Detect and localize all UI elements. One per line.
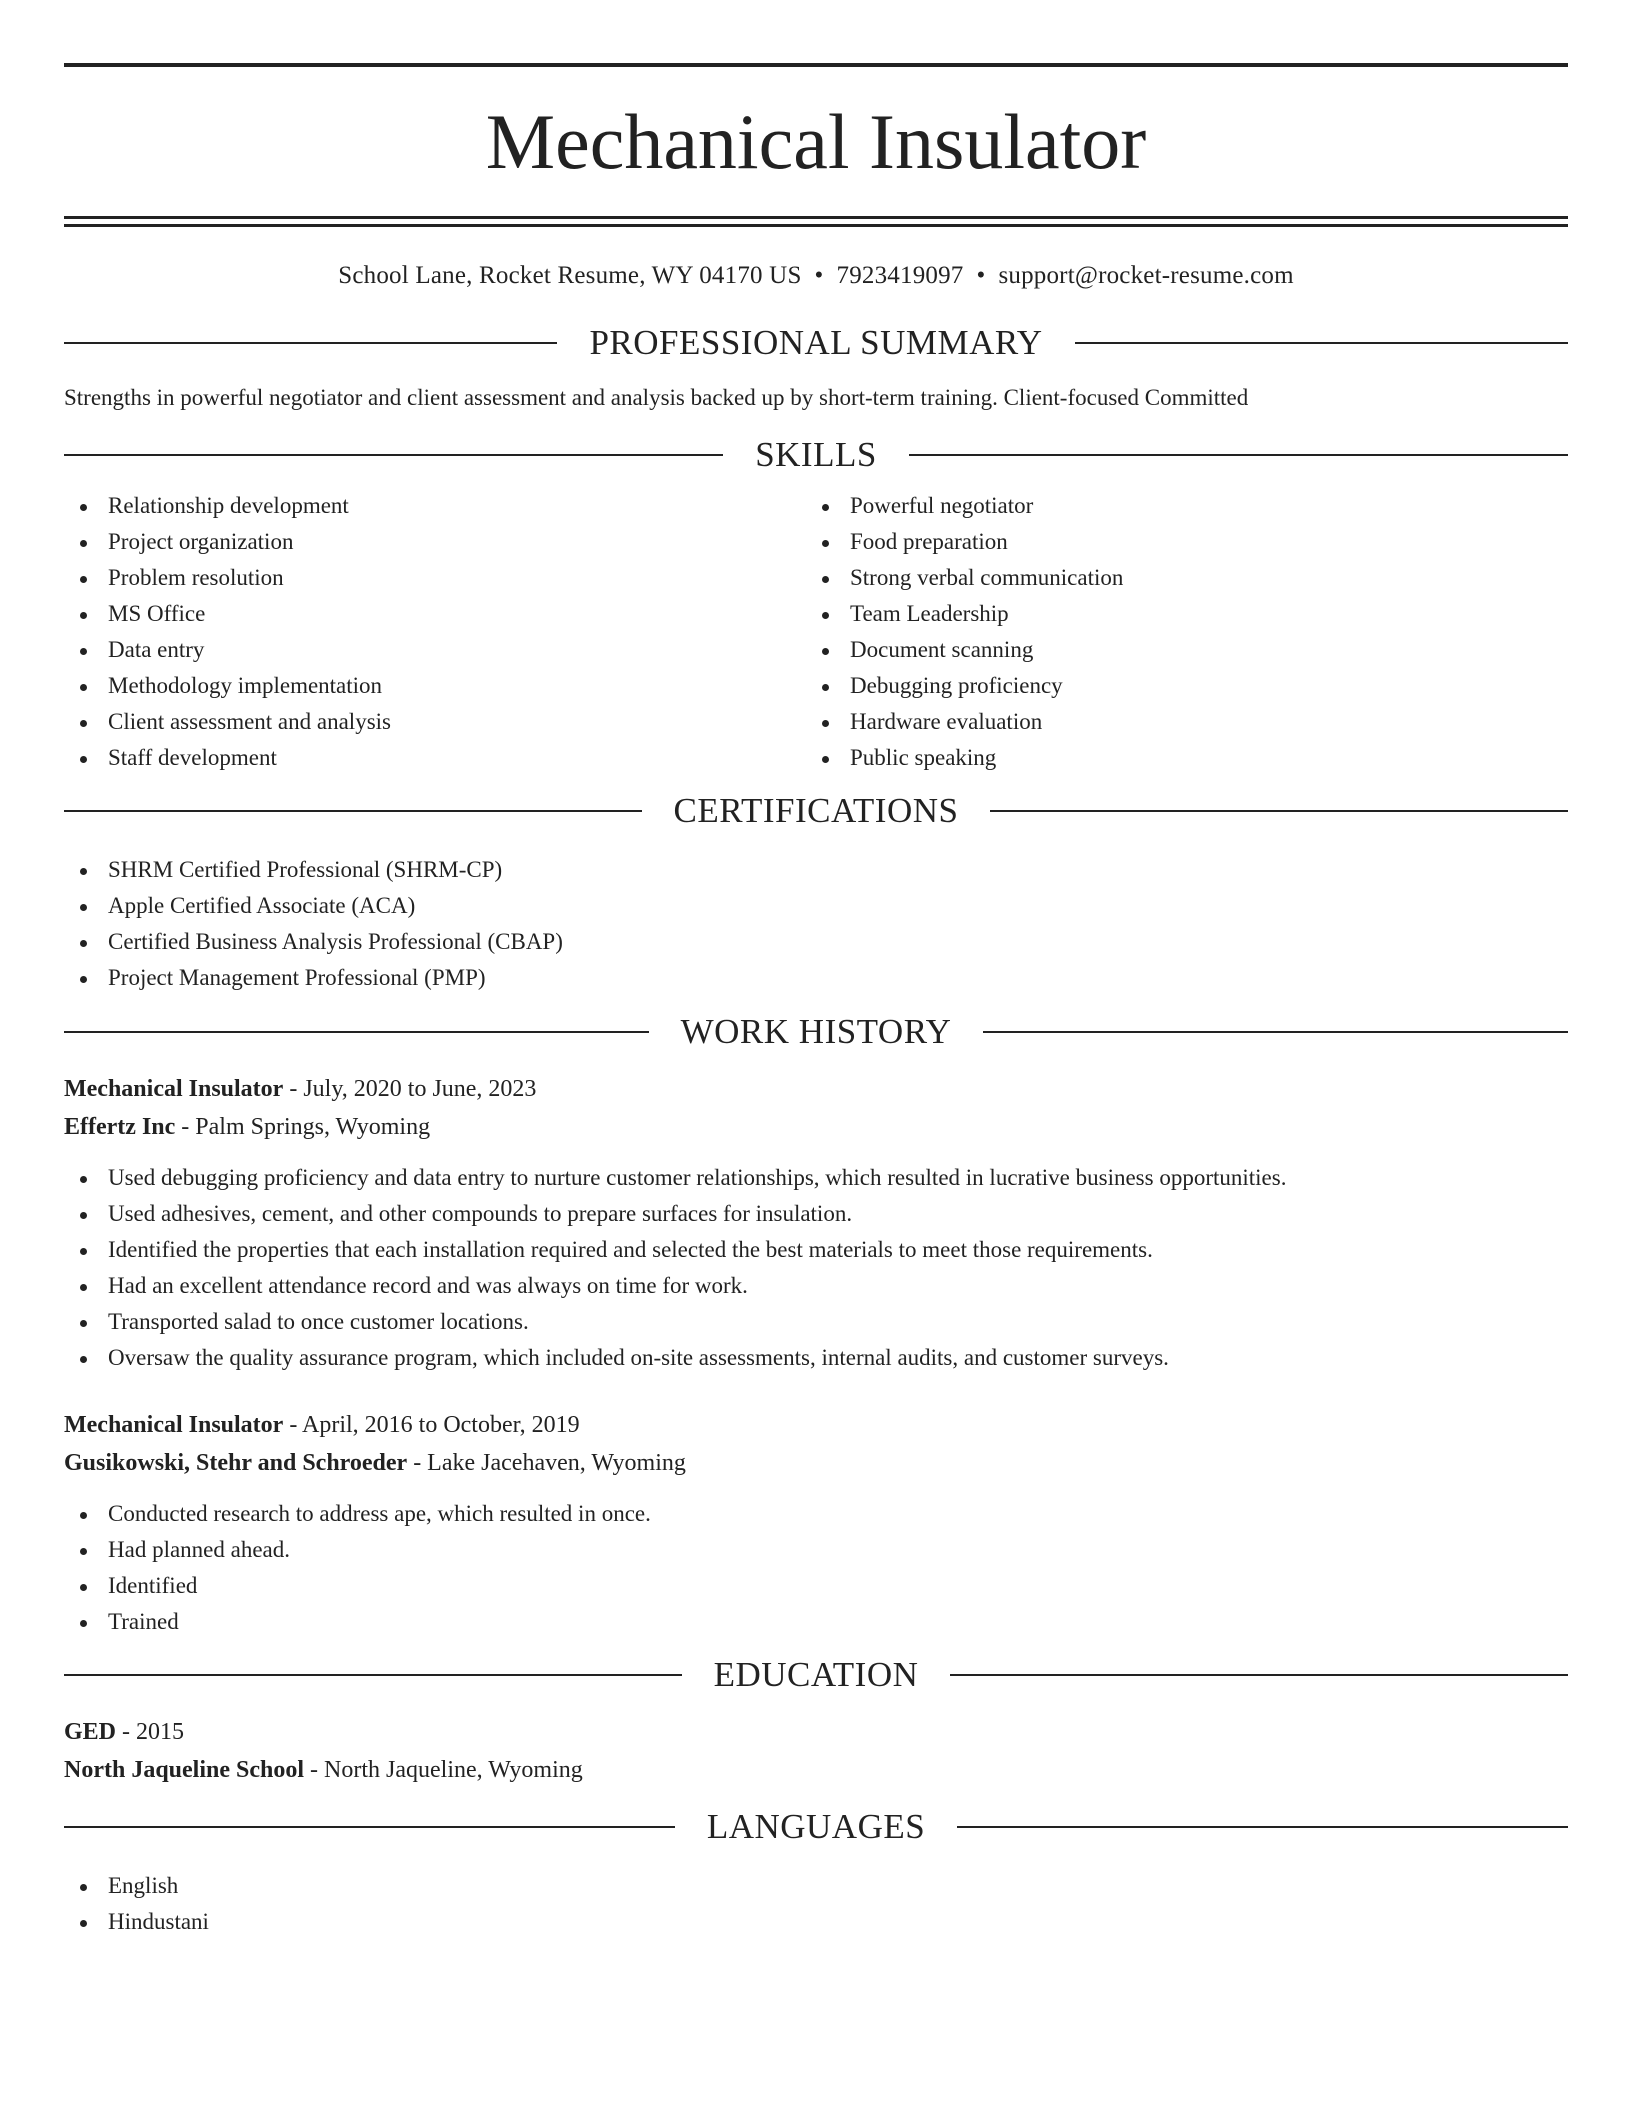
job-company-line	[64, 1444, 1568, 1482]
job-bullet: Had planned ahead.	[64, 1532, 1568, 1568]
section-header-summary	[64, 322, 1568, 364]
section-rule	[909, 454, 1568, 456]
education-school-line	[64, 1751, 1568, 1789]
section-rule	[64, 1674, 682, 1676]
contact-separator: •	[814, 262, 824, 289]
job-role-line	[64, 1070, 1568, 1108]
skill-item: Problem resolution	[64, 560, 806, 596]
education-location: - North Jaqueline, Wyoming	[304, 1757, 583, 1783]
section-title: EDUCATION	[713, 1655, 919, 1694]
section-title: CERTIFICATIONS	[673, 791, 959, 830]
job-entry	[64, 1070, 1568, 1376]
section-title: PROFESSIONAL SUMMARY	[589, 323, 1043, 362]
section-header-work	[64, 1011, 1568, 1053]
section-header-skills	[64, 434, 1568, 476]
job-bullet: Used debugging proficiency and data entry to nurture customer relationships, which resulted in lucrative business opportunities.	[64, 1160, 1568, 1196]
certification-item: SHRM Certified Professional (SHRM-CP)	[64, 852, 1568, 888]
skill-item: Public speaking	[806, 740, 1548, 776]
job-bullet: Used adhesives, cement, and other compounds to prepare surfaces for insulation.	[64, 1196, 1568, 1232]
job-bullet: Had an excellent attendance record and was always on time for work.	[64, 1268, 1568, 1304]
skill-item: Project organization	[64, 524, 806, 560]
skills-left-list	[64, 488, 806, 776]
job-bullet: Trained	[64, 1604, 1568, 1640]
certifications-list	[64, 852, 1568, 996]
section-rule	[64, 1826, 675, 1828]
education-school: North Jaqueline School	[64, 1757, 305, 1783]
job-bullet: Identified	[64, 1568, 1568, 1604]
section-rule	[990, 810, 1568, 812]
skill-item: Hardware evaluation	[806, 704, 1548, 740]
job-bullets	[64, 1496, 1568, 1640]
contact-line	[64, 261, 1568, 291]
skill-item: Staff development	[64, 740, 806, 776]
skill-item: Data entry	[64, 632, 806, 668]
job-role-line	[64, 1406, 1568, 1444]
job-dates: - July, 2020 to June, 2023	[283, 1076, 537, 1102]
job-bullet: Conducted research to address ape, which resulted in once.	[64, 1496, 1568, 1532]
skill-item: Powerful negotiator	[806, 488, 1548, 524]
contact-phone: 7923419097	[836, 262, 964, 289]
skills-grid	[64, 488, 1568, 776]
skill-item: Client assessment and analysis	[64, 704, 806, 740]
job-company-line	[64, 1108, 1568, 1146]
education-entry	[64, 1713, 1568, 1789]
job-bullet: Transported salad to once customer locations.	[64, 1304, 1568, 1340]
certification-item: Project Management Professional (PMP)	[64, 960, 1568, 996]
certification-item: Apple Certified Associate (ACA)	[64, 888, 1568, 924]
section-header-education	[64, 1654, 1568, 1696]
job-bullet: Identified the properties that each installation required and selected the best materials to meet those requirements.	[64, 1232, 1568, 1268]
skill-item: Food preparation	[806, 524, 1548, 560]
skill-item: Team Leadership	[806, 596, 1548, 632]
job-location: - Palm Springs, Wyoming	[175, 1114, 431, 1140]
languages-list	[64, 1868, 1568, 1940]
job-role: Mechanical Insulator	[64, 1412, 284, 1438]
education-degree-line	[64, 1713, 1568, 1751]
job-entry	[64, 1406, 1568, 1640]
skill-item: Relationship development	[64, 488, 806, 524]
section-header-languages	[64, 1806, 1568, 1848]
job-dates: - April, 2016 to October, 2019	[283, 1412, 580, 1438]
skill-item: Debugging proficiency	[806, 668, 1548, 704]
job-bullet: Oversaw the quality assurance program, which included on-site assessments, internal audits, and customer surveys.	[64, 1340, 1568, 1376]
section-rule	[64, 810, 642, 812]
contact-address: School Lane, Rocket Resume, WY 04170 US	[338, 262, 802, 289]
summary-text: Strengths in powerful negotiator and client assessment and analysis backed up by short-term training. Client-focused Committed	[64, 385, 1249, 410]
top-rule	[64, 63, 1568, 67]
certification-item: Certified Business Analysis Professional (CBAP)	[64, 924, 1568, 960]
education-year: - 2015	[116, 1719, 185, 1745]
skill-item: Strong verbal communication	[806, 560, 1548, 596]
skills-right-list	[806, 488, 1548, 776]
job-company: Gusikowski, Stehr and Schroeder	[64, 1450, 408, 1476]
skill-item: Document scanning	[806, 632, 1548, 668]
header-double-rule	[64, 216, 1568, 227]
section-rule	[957, 1826, 1568, 1828]
resume-name: Mechanical Insulator	[485, 98, 1147, 185]
section-header-certifications	[64, 790, 1568, 832]
contact-email: support@rocket-resume.com	[998, 262, 1294, 289]
resume-page	[64, 63, 1568, 1940]
job-location: - Lake Jacehaven, Wyoming	[407, 1450, 686, 1476]
section-title: SKILLS	[755, 435, 877, 474]
job-role: Mechanical Insulator	[64, 1076, 284, 1102]
language-item: Hindustani	[64, 1904, 1568, 1940]
job-company: Effertz Inc	[64, 1114, 176, 1140]
skill-item: MS Office	[64, 596, 806, 632]
section-rule	[983, 1031, 1568, 1033]
section-rule	[64, 454, 723, 456]
job-bullets	[64, 1160, 1568, 1376]
section-rule	[1075, 342, 1568, 344]
language-item: English	[64, 1868, 1568, 1904]
section-rule	[64, 342, 557, 344]
skill-item: Methodology implementation	[64, 668, 806, 704]
education-degree: GED	[64, 1719, 117, 1745]
section-rule	[950, 1674, 1568, 1676]
section-title: LANGUAGES	[706, 1807, 926, 1846]
contact-separator: •	[976, 262, 986, 289]
section-rule	[64, 1031, 649, 1033]
section-title: WORK HISTORY	[680, 1012, 952, 1051]
